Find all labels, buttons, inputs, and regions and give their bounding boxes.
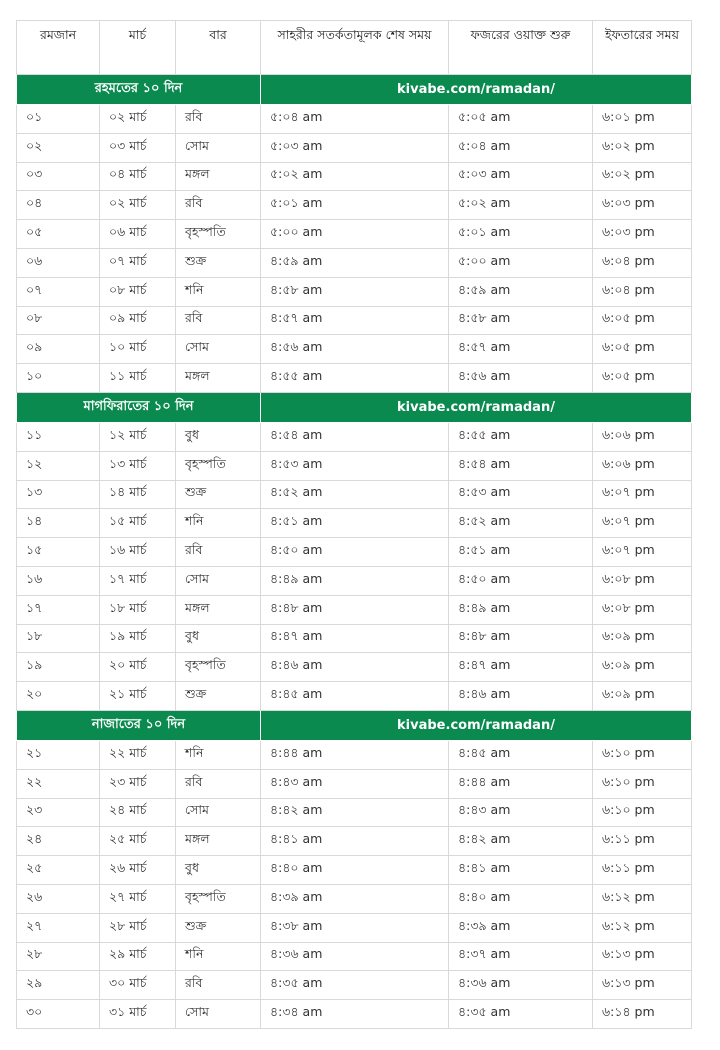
cell-march-date: ০৩ মার্চ: [100, 133, 176, 162]
cell-march-date: ১৭ মার্চ: [100, 566, 176, 595]
cell-march-date: ২৬ মার্চ: [100, 856, 176, 885]
cell-fajr-start: ৪:৩৫ am: [449, 1000, 593, 1029]
cell-iftar-time: ৬:১৪ pm: [593, 1000, 692, 1029]
cell-weekday: শুক্র: [176, 248, 261, 277]
section-link[interactable]: kivabe.com/ramadan/: [261, 392, 692, 422]
cell-sehri-end: ৪:৫৮ am: [261, 277, 449, 306]
cell-weekday: সোম: [176, 335, 261, 364]
cell-iftar-time: ৬:০৪ pm: [593, 248, 692, 277]
cell-iftar-time: ৬:০৫ pm: [593, 335, 692, 364]
cell-march-date: ০২ মার্চ: [100, 191, 176, 220]
table-row: [17, 740, 692, 769]
table-row: [17, 162, 692, 191]
cell-fajr-start: ৪:৫১ am: [449, 538, 593, 567]
cell-ramadan-day: ০৪: [17, 191, 100, 220]
cell-ramadan-day: ২১: [17, 740, 100, 769]
cell-iftar-time: ৬:০৯ pm: [593, 624, 692, 653]
cell-weekday: শুক্র: [176, 682, 261, 711]
cell-ramadan-day: ২৯: [17, 971, 100, 1000]
section-title: নাজাতের ১০ দিন: [17, 710, 261, 740]
cell-iftar-time: ৬:০৫ pm: [593, 364, 692, 393]
table-row: [17, 248, 692, 277]
cell-iftar-time: ৬:১২ pm: [593, 913, 692, 942]
cell-sehri-end: ৪:৩৮ am: [261, 913, 449, 942]
cell-fajr-start: ৫:০৫ am: [449, 105, 593, 134]
cell-fajr-start: ৪:৪৩ am: [449, 798, 593, 827]
cell-ramadan-day: ০৩: [17, 162, 100, 191]
cell-weekday: বৃহস্পতি: [176, 653, 261, 682]
cell-ramadan-day: ১৫: [17, 538, 100, 567]
cell-march-date: ১৬ মার্চ: [100, 538, 176, 567]
cell-weekday: রবি: [176, 105, 261, 134]
cell-ramadan-day: ২৭: [17, 913, 100, 942]
cell-weekday: রবি: [176, 191, 261, 220]
cell-sehri-end: ৪:৪২ am: [261, 798, 449, 827]
cell-march-date: ১৮ মার্চ: [100, 595, 176, 624]
table-row: [17, 220, 692, 249]
cell-iftar-time: ৬:০৭ pm: [593, 509, 692, 538]
cell-iftar-time: ৬:০১ pm: [593, 105, 692, 134]
cell-weekday: বৃহস্পতি: [176, 220, 261, 249]
cell-fajr-start: ৫:০৩ am: [449, 162, 593, 191]
table-row: [17, 480, 692, 509]
table-row: [17, 191, 692, 220]
cell-fajr-start: ৪:৪৯ am: [449, 595, 593, 624]
cell-sehri-end: ৫:০৪ am: [261, 105, 449, 134]
cell-weekday: সোম: [176, 798, 261, 827]
cell-ramadan-day: ১১: [17, 422, 100, 451]
cell-sehri-end: ৪:৫২ am: [261, 480, 449, 509]
cell-sehri-end: ৫:০৩ am: [261, 133, 449, 162]
table-row: [17, 856, 692, 885]
section-header-row: [17, 710, 692, 740]
cell-fajr-start: ৪:৪৪ am: [449, 769, 593, 798]
cell-march-date: ২৩ মার্চ: [100, 769, 176, 798]
cell-iftar-time: ৬:১১ pm: [593, 856, 692, 885]
cell-ramadan-day: ১৮: [17, 624, 100, 653]
cell-sehri-end: ৪:৪৭ am: [261, 624, 449, 653]
cell-sehri-end: ৪:৩৬ am: [261, 942, 449, 971]
cell-weekday: রবি: [176, 769, 261, 798]
table-row: [17, 451, 692, 480]
cell-sehri-end: ৪:৫৪ am: [261, 422, 449, 451]
cell-sehri-end: ৪:৩৯ am: [261, 884, 449, 913]
cell-iftar-time: ৬:০২ pm: [593, 133, 692, 162]
table-header: [17, 21, 692, 75]
cell-weekday: মঙ্গল: [176, 364, 261, 393]
cell-sehri-end: ৪:৪০ am: [261, 856, 449, 885]
section-title: মাগফিরাতের ১০ দিন: [17, 392, 261, 422]
cell-march-date: ০৬ মার্চ: [100, 220, 176, 249]
header-row: [17, 21, 692, 75]
cell-march-date: ১০ মার্চ: [100, 335, 176, 364]
cell-march-date: ১১ মার্চ: [100, 364, 176, 393]
cell-sehri-end: ৫:০২ am: [261, 162, 449, 191]
cell-march-date: ২৯ মার্চ: [100, 942, 176, 971]
cell-march-date: ০৭ মার্চ: [100, 248, 176, 277]
cell-fajr-start: ৪:৫৮ am: [449, 306, 593, 335]
cell-march-date: ১৩ মার্চ: [100, 451, 176, 480]
cell-weekday: বুধ: [176, 422, 261, 451]
cell-fajr-start: ৪:৫৪ am: [449, 451, 593, 480]
cell-ramadan-day: ১২: [17, 451, 100, 480]
table-row: [17, 335, 692, 364]
cell-sehri-end: ৪:৪৯ am: [261, 566, 449, 595]
cell-sehri-end: ৫:০০ am: [261, 220, 449, 249]
cell-march-date: ৩১ মার্চ: [100, 1000, 176, 1029]
cell-sehri-end: ৪:৪৫ am: [261, 682, 449, 711]
cell-weekday: শুক্র: [176, 480, 261, 509]
cell-fajr-start: ৪:৫৬ am: [449, 364, 593, 393]
cell-iftar-time: ৬:১৩ pm: [593, 942, 692, 971]
section-header-row: [17, 392, 692, 422]
cell-sehri-end: ৪:৪৮ am: [261, 595, 449, 624]
cell-iftar-time: ৬:০৮ pm: [593, 595, 692, 624]
section-title: রহমতের ১০ দিন: [17, 75, 261, 105]
header-fajr-start: ফজরের ওয়াক্ত শুরু: [449, 21, 593, 75]
cell-march-date: ২২ মার্চ: [100, 740, 176, 769]
cell-march-date: ১২ মার্চ: [100, 422, 176, 451]
table-row: [17, 913, 692, 942]
cell-iftar-time: ৬:১১ pm: [593, 827, 692, 856]
cell-iftar-time: ৬:০৪ pm: [593, 277, 692, 306]
cell-fajr-start: ৪:৪৮ am: [449, 624, 593, 653]
table-row: [17, 1000, 692, 1029]
cell-ramadan-day: ১৪: [17, 509, 100, 538]
table-row: [17, 364, 692, 393]
cell-iftar-time: ৬:০৮ pm: [593, 566, 692, 595]
cell-weekday: শনি: [176, 740, 261, 769]
cell-iftar-time: ৬:০৩ pm: [593, 220, 692, 249]
cell-sehri-end: ৪:৫৫ am: [261, 364, 449, 393]
table-row: [17, 306, 692, 335]
cell-fajr-start: ৪:৩৯ am: [449, 913, 593, 942]
cell-iftar-time: ৬:০২ pm: [593, 162, 692, 191]
table-row: [17, 827, 692, 856]
cell-sehri-end: ৪:৪৩ am: [261, 769, 449, 798]
cell-sehri-end: ৪:৫০ am: [261, 538, 449, 567]
cell-iftar-time: ৬:০৬ pm: [593, 422, 692, 451]
table-row: [17, 133, 692, 162]
cell-fajr-start: ৫:০০ am: [449, 248, 593, 277]
cell-march-date: ০২ মার্চ: [100, 105, 176, 134]
table-row: [17, 653, 692, 682]
cell-sehri-end: ৪:৫৩ am: [261, 451, 449, 480]
cell-weekday: মঙ্গল: [176, 827, 261, 856]
cell-sehri-end: ৪:৫৯ am: [261, 248, 449, 277]
table-row: [17, 942, 692, 971]
cell-fajr-start: ৪:৩৬ am: [449, 971, 593, 1000]
cell-weekday: শুক্র: [176, 913, 261, 942]
cell-march-date: ২০ মার্চ: [100, 653, 176, 682]
cell-iftar-time: ৬:১০ pm: [593, 798, 692, 827]
cell-weekday: বুধ: [176, 856, 261, 885]
cell-ramadan-day: ০৯: [17, 335, 100, 364]
table-row: [17, 595, 692, 624]
cell-march-date: ০৮ মার্চ: [100, 277, 176, 306]
cell-ramadan-day: ০১: [17, 105, 100, 134]
cell-march-date: ১৫ মার্চ: [100, 509, 176, 538]
cell-weekday: রবি: [176, 971, 261, 1000]
cell-iftar-time: ৬:১০ pm: [593, 769, 692, 798]
table-row: [17, 422, 692, 451]
ramadan-timetable-container: [16, 20, 691, 1029]
header-march-date: মার্চ: [100, 21, 176, 75]
cell-weekday: শনি: [176, 509, 261, 538]
cell-sehri-end: ৪:৫৭ am: [261, 306, 449, 335]
cell-sehri-end: ৪:৪৪ am: [261, 740, 449, 769]
cell-fajr-start: ৫:০২ am: [449, 191, 593, 220]
cell-march-date: ১৪ মার্চ: [100, 480, 176, 509]
cell-fajr-start: ৪:৫৯ am: [449, 277, 593, 306]
header-iftar-time: ইফতারের সময়: [593, 21, 692, 75]
cell-ramadan-day: ০৫: [17, 220, 100, 249]
cell-march-date: ০৪ মার্চ: [100, 162, 176, 191]
cell-weekday: মঙ্গল: [176, 595, 261, 624]
cell-ramadan-day: ১৬: [17, 566, 100, 595]
cell-ramadan-day: ১৭: [17, 595, 100, 624]
cell-iftar-time: ৬:১০ pm: [593, 740, 692, 769]
cell-weekday: সোম: [176, 566, 261, 595]
cell-iftar-time: ৬:০৫ pm: [593, 306, 692, 335]
cell-iftar-time: ৬:১২ pm: [593, 884, 692, 913]
cell-iftar-time: ৬:০৯ pm: [593, 682, 692, 711]
table-row: [17, 624, 692, 653]
cell-fajr-start: ৫:০১ am: [449, 220, 593, 249]
cell-ramadan-day: ০২: [17, 133, 100, 162]
cell-weekday: রবি: [176, 538, 261, 567]
cell-ramadan-day: ২৩: [17, 798, 100, 827]
cell-ramadan-day: ১৩: [17, 480, 100, 509]
cell-weekday: বৃহস্পতি: [176, 451, 261, 480]
table-row: [17, 769, 692, 798]
section-header-row: [17, 75, 692, 105]
header-weekday: বার: [176, 21, 261, 75]
cell-weekday: রবি: [176, 306, 261, 335]
cell-weekday: সোম: [176, 133, 261, 162]
table-body: [17, 75, 692, 1029]
cell-ramadan-day: ২৫: [17, 856, 100, 885]
cell-ramadan-day: ০৬: [17, 248, 100, 277]
cell-weekday: মঙ্গল: [176, 162, 261, 191]
cell-ramadan-day: ০৭: [17, 277, 100, 306]
cell-march-date: ২৮ মার্চ: [100, 913, 176, 942]
cell-fajr-start: ৪:৪১ am: [449, 856, 593, 885]
cell-fajr-start: ৫:০৪ am: [449, 133, 593, 162]
cell-sehri-end: ৫:০১ am: [261, 191, 449, 220]
cell-fajr-start: ৪:৪০ am: [449, 884, 593, 913]
cell-iftar-time: ৬:০৯ pm: [593, 653, 692, 682]
cell-fajr-start: ৪:৪২ am: [449, 827, 593, 856]
cell-ramadan-day: ০৮: [17, 306, 100, 335]
cell-march-date: ২৭ মার্চ: [100, 884, 176, 913]
cell-fajr-start: ৪:৪৬ am: [449, 682, 593, 711]
cell-weekday: বুধ: [176, 624, 261, 653]
cell-sehri-end: ৪:৩৫ am: [261, 971, 449, 1000]
cell-sehri-end: ৪:৫৬ am: [261, 335, 449, 364]
cell-weekday: শনি: [176, 277, 261, 306]
cell-fajr-start: ৪:৫২ am: [449, 509, 593, 538]
cell-iftar-time: ৬:০৭ pm: [593, 480, 692, 509]
table-row: [17, 884, 692, 913]
cell-sehri-end: ৪:৫১ am: [261, 509, 449, 538]
section-link[interactable]: kivabe.com/ramadan/: [261, 75, 692, 105]
cell-ramadan-day: ২৮: [17, 942, 100, 971]
cell-ramadan-day: ৩০: [17, 1000, 100, 1029]
cell-ramadan-day: ১০: [17, 364, 100, 393]
cell-ramadan-day: ২২: [17, 769, 100, 798]
cell-march-date: ০৯ মার্চ: [100, 306, 176, 335]
cell-weekday: শনি: [176, 942, 261, 971]
cell-ramadan-day: ২০: [17, 682, 100, 711]
cell-fajr-start: ৪:৩৭ am: [449, 942, 593, 971]
cell-weekday: বৃহস্পতি: [176, 884, 261, 913]
cell-ramadan-day: ২৬: [17, 884, 100, 913]
cell-fajr-start: ৪:৪৭ am: [449, 653, 593, 682]
header-sehri-end: সাহরীর সতর্কতামূলক শেষ সময়: [261, 21, 449, 75]
cell-ramadan-day: ২৪: [17, 827, 100, 856]
cell-iftar-time: ৬:০৩ pm: [593, 191, 692, 220]
section-link[interactable]: kivabe.com/ramadan/: [261, 710, 692, 740]
cell-sehri-end: ৪:৪৬ am: [261, 653, 449, 682]
cell-fajr-start: ৪:৫৩ am: [449, 480, 593, 509]
cell-march-date: ২৫ মার্চ: [100, 827, 176, 856]
table-row: [17, 682, 692, 711]
cell-fajr-start: ৪:৫৭ am: [449, 335, 593, 364]
header-ramadan-day: রমজান: [17, 21, 100, 75]
cell-fajr-start: ৪:৫০ am: [449, 566, 593, 595]
table-row: [17, 798, 692, 827]
cell-march-date: ১৯ মার্চ: [100, 624, 176, 653]
cell-weekday: সোম: [176, 1000, 261, 1029]
cell-ramadan-day: ১৯: [17, 653, 100, 682]
table-row: [17, 509, 692, 538]
cell-iftar-time: ৬:০৭ pm: [593, 538, 692, 567]
table-row: [17, 971, 692, 1000]
cell-iftar-time: ৬:১৩ pm: [593, 971, 692, 1000]
ramadan-timetable: [16, 20, 692, 1029]
cell-march-date: ২১ মার্চ: [100, 682, 176, 711]
cell-march-date: ২৪ মার্চ: [100, 798, 176, 827]
table-row: [17, 105, 692, 134]
table-row: [17, 538, 692, 567]
cell-march-date: ৩০ মার্চ: [100, 971, 176, 1000]
cell-fajr-start: ৪:৫৫ am: [449, 422, 593, 451]
table-row: [17, 277, 692, 306]
cell-iftar-time: ৬:০৬ pm: [593, 451, 692, 480]
cell-sehri-end: ৪:৩৪ am: [261, 1000, 449, 1029]
cell-sehri-end: ৪:৪১ am: [261, 827, 449, 856]
table-row: [17, 566, 692, 595]
cell-fajr-start: ৪:৪৫ am: [449, 740, 593, 769]
